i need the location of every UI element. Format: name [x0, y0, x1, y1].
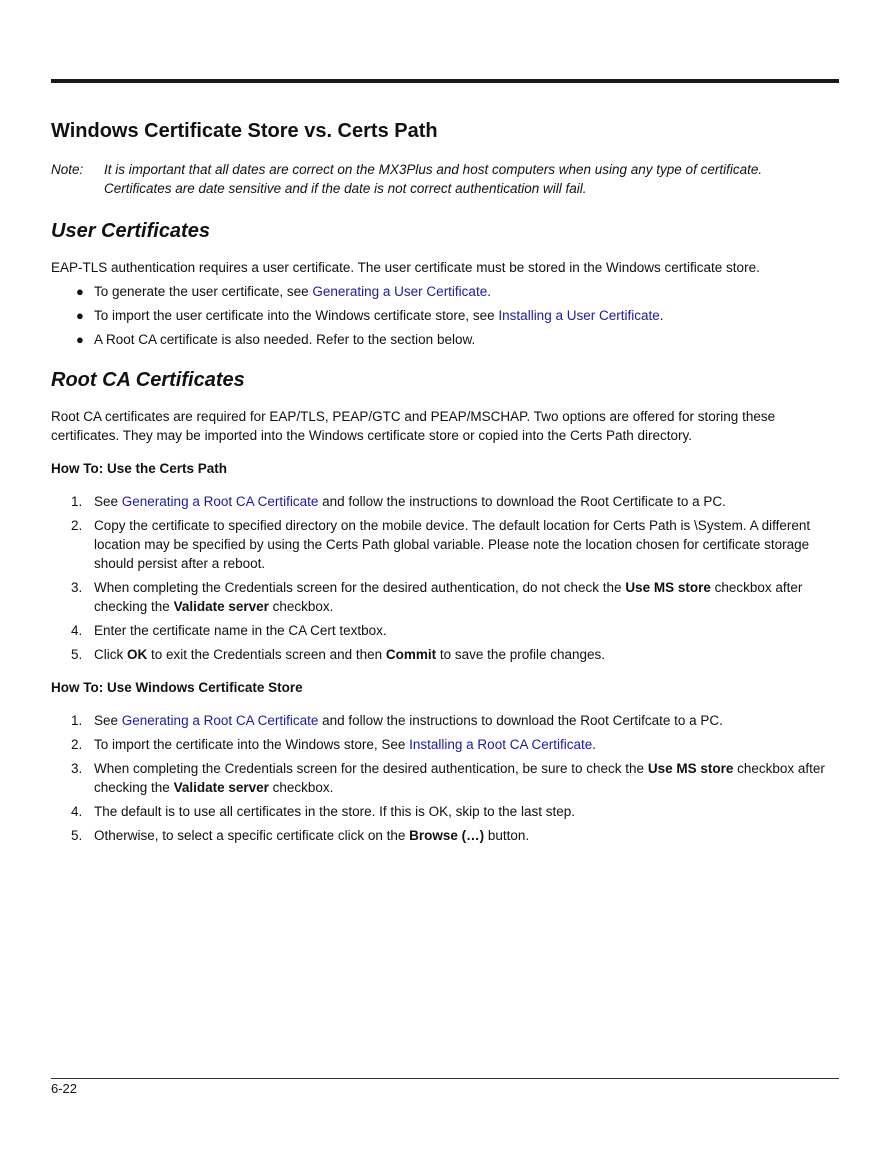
list-item: ● A Root CA certificate is also needed. Refer to the section below. [76, 332, 476, 347]
link-generating-user-certificate[interactable]: Generating a User Certificate [312, 284, 488, 299]
step: 4. The default is to use all certificates in the store. If this is OK, skip to the last step. [71, 804, 575, 819]
step: 1. See Generating a Root CA Certificate and follow the instructions to download the Root Certifcate to a PC. [71, 713, 723, 728]
user-certificates-list [51, 282, 839, 349]
page-number: 6-22 [51, 1081, 78, 1096]
step: 5. Click OK to exit the Credentials screen and then Commit to save the profile changes. [71, 647, 606, 662]
bullet-icon: ● [76, 332, 84, 347]
header-rule [51, 79, 839, 83]
bullet-icon: ● [76, 284, 84, 299]
list-item: ● To generate the user certificate, see Generating a User Certificate. [76, 284, 491, 299]
step: 3. When completing the Credentials screen for the desired authentication, do not check the Use MS store checkbox after checking the Validate server checkbox. [71, 580, 803, 614]
note [51, 160, 839, 198]
note-line-2: Certificates are date sensitive and if the date is not correct authentication will fail. [104, 181, 587, 196]
bullet-icon: ● [76, 308, 84, 323]
step: 5. Otherwise, to select a specific certificate click on the Browse (…) button. [71, 828, 530, 843]
root-ca-certificates-heading: Root CA Certificates [51, 369, 245, 391]
user-certificates-heading: User Certificates [51, 220, 210, 242]
howto-certs-path-steps [51, 492, 839, 664]
list-item: ● To import the user certificate into the Windows certificate store, see Installing a User Certificate. [76, 308, 664, 323]
step: 2. Copy the certificate to specified directory on the mobile device. The default location for Certs Path is \System. A different location may be specified by using the Certs Path global variable. Please note the location chosen for certificate storage should persist after a reboot. [71, 518, 811, 571]
howto-windows-store-title: How To: Use Windows Certificate Store [51, 680, 303, 695]
step: 2. To import the certificate into the Windows store, See Installing a Root CA Certificate. [71, 737, 596, 752]
step: 4. Enter the certificate name in the CA Cert textbox. [71, 623, 387, 638]
note-label: Note: [51, 162, 84, 177]
link-generating-root-ca-certificate[interactable]: Generating a Root CA Certificate [121, 713, 319, 728]
link-generating-root-ca-certificate[interactable]: Generating a Root CA Certificate [121, 494, 319, 509]
howto-certs-path-title: How To: Use the Certs Path [51, 461, 228, 476]
page-content [51, 118, 839, 850]
link-installing-root-ca-certificate[interactable]: Installing a Root CA Certificate [409, 737, 593, 752]
user-certificates-intro: EAP-TLS authentication requires a user certificate. The user certificate must be stored in the Windows certificate store. [51, 260, 760, 275]
footer-rule [51, 1078, 839, 1079]
step: 3. When completing the Credentials screen for the desired authentication, be sure to check the Use MS store checkbox after checking the Validate server checkbox. [71, 761, 825, 795]
step: 1. See Generating a Root CA Certificate and follow the instructions to download the Root Certificate to a PC. [71, 494, 726, 509]
link-installing-user-certificate[interactable]: Installing a User Certificate [498, 308, 660, 323]
note-line-1: It is important that all dates are correct on the MX3Plus and host computers when using any type of certificate. [104, 162, 763, 177]
root-ca-intro: Root CA certificates are required for EAP/TLS, PEAP/GTC and PEAP/MSCHAP. Two options are offered for storing these certificates. They may be imported into the Windows certificate store or copied into the Certs Path directory. [51, 409, 776, 443]
howto-windows-store-steps [51, 711, 839, 845]
page-title: Windows Certificate Store vs. Certs Path [51, 120, 438, 142]
